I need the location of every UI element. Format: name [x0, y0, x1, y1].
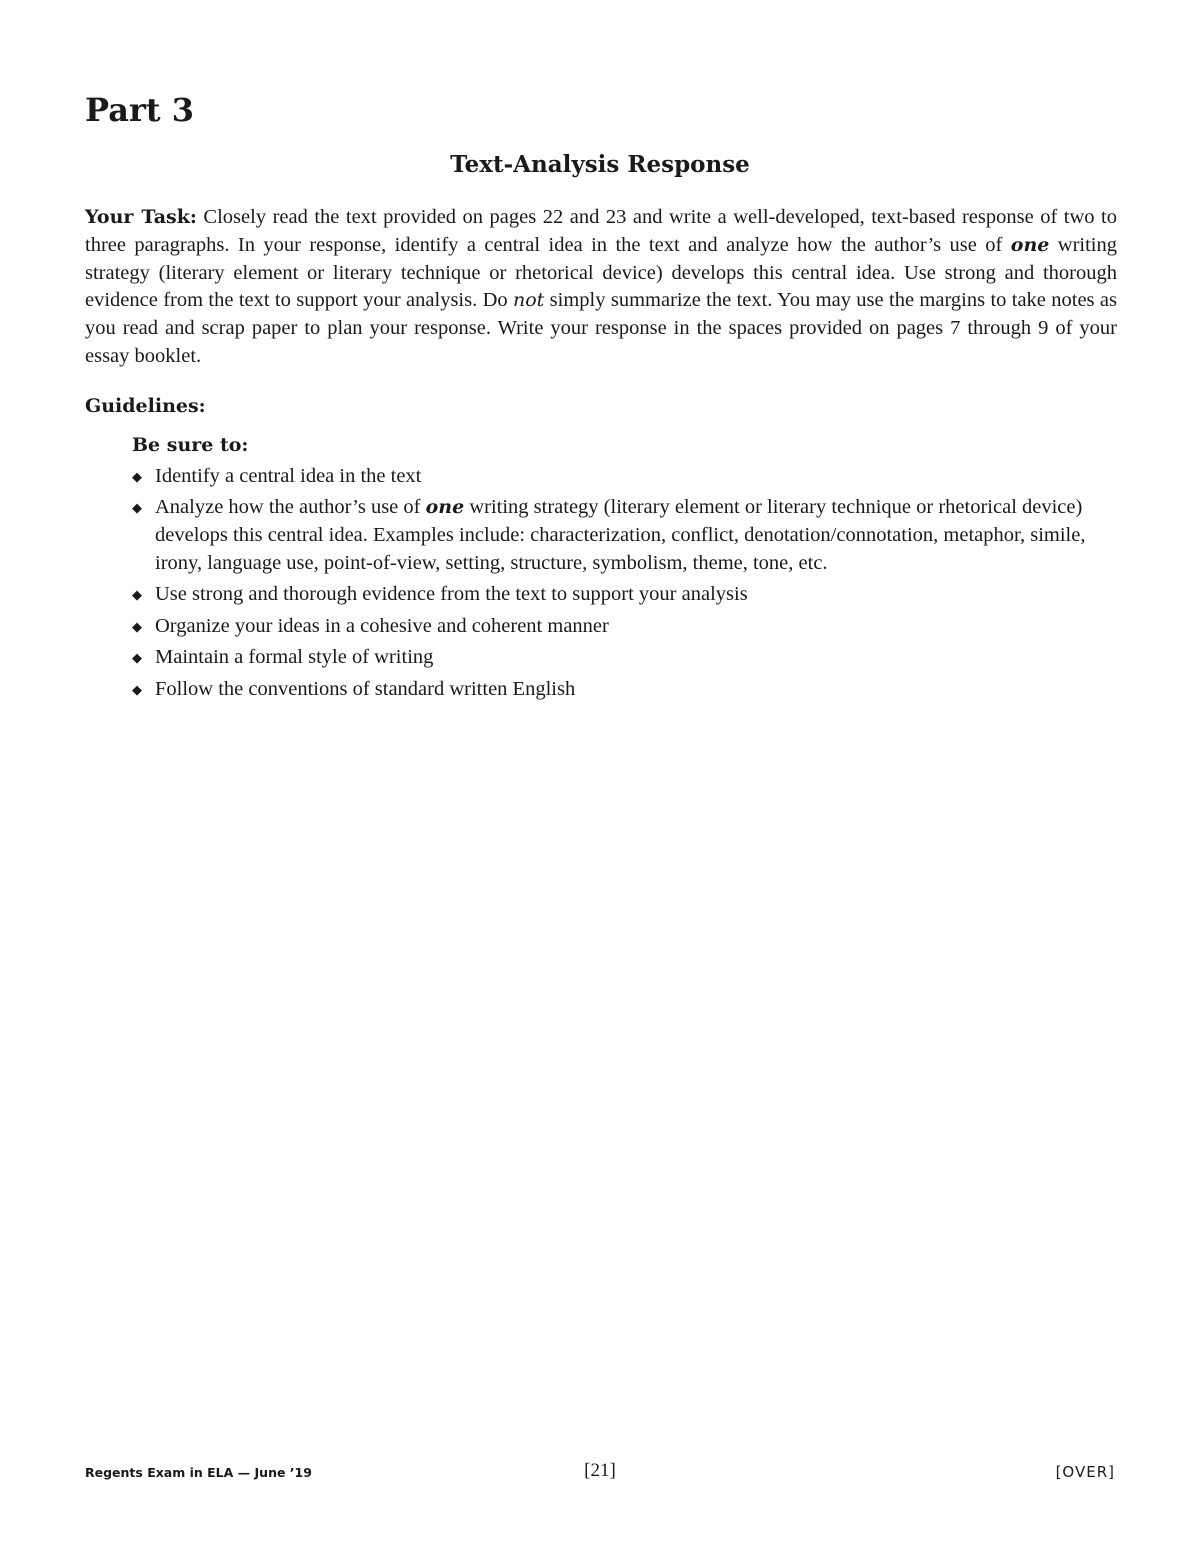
guideline-item [132, 676, 1117, 704]
task-text-2: writing strategy (literary element or literary technique or rhetorical device) develops this central idea. Use strong and thorough evidence from the text to support your analysis. Do [85, 233, 1117, 312]
section-title: Text-Analysis Response [450, 151, 750, 178]
task-text-3: simply summarize the text. You may use the margins to take notes as you read and scrap paper to plan your response. Write your response in the spaces provided on pages 7 through 9 of your essay booklet. [85, 289, 1117, 367]
guidelines-list [132, 463, 1117, 707]
part-title: Part 3 [85, 91, 194, 129]
bullet-icon: ◆ [132, 681, 142, 697]
guideline-item [132, 494, 1117, 577]
guideline-text: Organize your ideas in a cohesive and coherent manner [155, 614, 609, 637]
footer-over-label: [OVER] [1055, 1463, 1115, 1481]
bullet-icon: ◆ [132, 500, 142, 516]
task-emphasis-not: not [513, 289, 545, 312]
bullet-icon: ◆ [132, 469, 142, 484]
guideline-text: Follow the conventions of standard written English [155, 677, 576, 700]
guideline-text: Maintain a formal style of writing [155, 646, 434, 669]
footer-page-number: [21] [584, 1460, 616, 1481]
task-lead: Your Task: [85, 206, 197, 228]
footer-exam-label: Regents Exam in ELA — June ’19 [85, 1465, 312, 1480]
guideline-text-before: Analyze how the author’s use of [155, 496, 426, 519]
guideline-text: Identify a central idea in the text [155, 465, 422, 487]
be-sure-heading: Be sure to: [132, 434, 249, 456]
guideline-item [132, 644, 1117, 672]
task-emphasis-one: one [1010, 233, 1050, 256]
bullet-icon: ◆ [132, 618, 142, 634]
guideline-text: Use strong and thorough evidence from the text to support your analysis [155, 583, 748, 606]
guidelines-heading: Guidelines: [85, 395, 206, 417]
guideline-item [132, 581, 1117, 609]
guideline-text-after: writing strategy (literary element or literary technique or rhetorical device) develops this central idea. Examples include: characterization, conflict, denotation/connotation, metaphor, simile, irony, language use, point-of-view, setting, structure, symbolism, theme, tone, etc. [155, 496, 1086, 574]
task-paragraph [85, 204, 1117, 371]
bullet-icon: ◆ [132, 587, 142, 603]
bullet-icon: ◆ [132, 650, 142, 666]
guideline-emphasis-one: one [425, 496, 465, 519]
guideline-item [132, 613, 1117, 641]
guideline-text [155, 496, 1085, 574]
guideline-item [132, 463, 1117, 491]
task-text-1: Closely read the text provided on pages 22 and 23 and write a well-developed, text-based response of two to three paragraphs. In your response, identify a central idea in the text and analyze how the author’s use of [85, 206, 1117, 256]
